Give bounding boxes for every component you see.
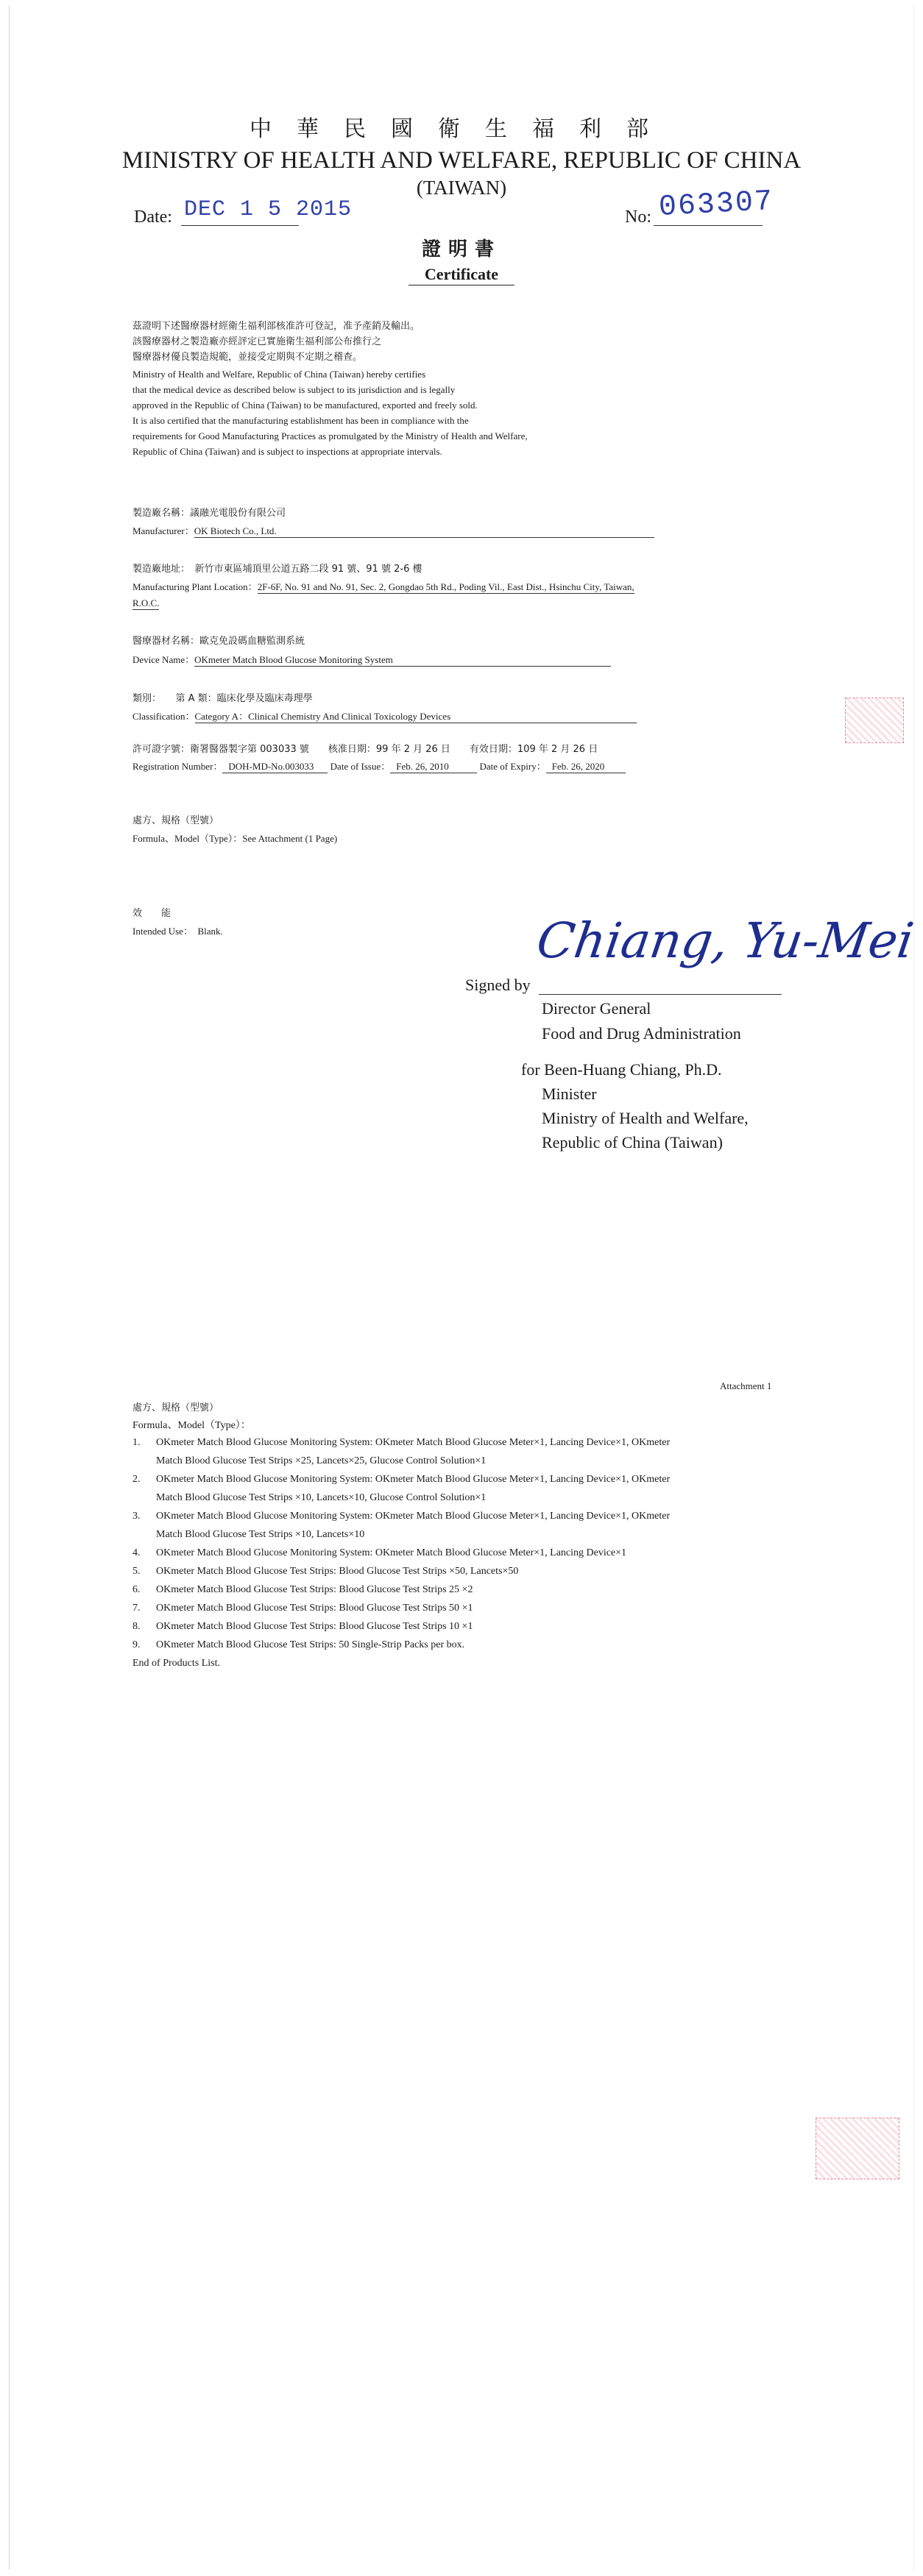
statement-zh-line: 茲證明下述醫療器材經衛生福利部核准許可登記，准予產銷及輸出。 (132, 321, 420, 332)
registration-row (132, 759, 626, 773)
certificate-title-text: Certificate (409, 265, 514, 285)
statement-zh-line: 醫療器材優良製造規範，並接受定期與不定期之稽查。 (132, 352, 363, 363)
item-number: 8. (132, 1621, 141, 1632)
registration-value: DOH-MD-No.003033 (222, 761, 328, 773)
statement-en-line: that the medical device as described below is subject to its jurisdiction and is legally (132, 384, 456, 395)
certificate-title-zh: 證明書 (421, 238, 501, 260)
list-item (132, 1636, 670, 1654)
list-item (132, 1507, 670, 1544)
item-text: Match Blood Glucose Test Strips ×10, Lancets×10 (156, 1529, 365, 1540)
attachment-heading-zh: 處方、規格（型號） (132, 1402, 219, 1413)
end-of-list: End of Products List. (132, 1658, 220, 1669)
item-text: OKmeter Match Blood Glucose Monitoring System: OKmeter Match Blood Glucose Meter×1, Lancing Device×1 (156, 1547, 627, 1558)
ministry-title-en: MINISTRY OF HEALTH AND WELFARE, REPUBLIC OF CHINA (121, 147, 802, 174)
list-item (132, 1544, 670, 1562)
item-number: 3. (132, 1511, 141, 1522)
registration-label: Registration Number： (132, 761, 223, 772)
item-number: 2. (132, 1474, 141, 1485)
ministry-country: (TAIWAN) (416, 177, 507, 199)
no-label: No: (625, 207, 651, 227)
red-seal-stamp (845, 698, 904, 743)
device-name-row (132, 652, 611, 667)
list-item (132, 1617, 670, 1636)
signature-line (539, 994, 782, 995)
item-text: Match Blood Glucose Test Strips ×10, Lancets×10, Glucose Control Solution×1 (156, 1492, 487, 1503)
statement-en-line: Ministry of Health and Welfare, Republic of China (Taiwan) hereby certifies (132, 369, 426, 380)
classification-row (132, 709, 637, 723)
item-number: 7. (132, 1603, 141, 1614)
issue-date-label: Date of Issue： (330, 761, 391, 772)
intended-use-en: Intended Use： Blank. (132, 926, 223, 937)
classification-value: Category A：Clinical Chemistry And Clinical Toxicology Devices (195, 709, 637, 723)
statement-zh (132, 319, 420, 365)
plant-location-value-2: R.O.C. (132, 597, 160, 608)
device-name-value: OKmeter Match Blood Glucose Monitoring System (194, 654, 611, 667)
device-name-label: Device Name： (132, 654, 195, 665)
item-number: 5. (132, 1566, 141, 1577)
manufacturer-row (132, 523, 654, 538)
manufacturer-value: OK Biotech Co., Ltd. (194, 525, 654, 538)
statement-en-line: Republic of China (Taiwan) and is subject to inspections at appropriate intervals. (132, 446, 442, 457)
ministry-title-zh: 中華民國衛生福利部 (250, 116, 673, 142)
certificate-number: 063307 (657, 185, 775, 225)
ministry-line-1: Ministry of Health and Welfare, (542, 1109, 749, 1127)
manufacturer-zh: 製造廠名稱：議融光電股份有限公司 (132, 508, 286, 519)
statement-en (132, 366, 528, 459)
item-text: OKmeter Match Blood Glucose Test Strips: 50 Single-Strip Packs per box. (156, 1639, 465, 1650)
intended-use-zh: 效 能 (132, 908, 171, 919)
list-item (132, 1433, 670, 1470)
plant-location-label: Manufacturing Plant Location： (132, 581, 258, 592)
statement-en-line: It is also certified that the manufacturing establishment has been in compliance with the (132, 415, 469, 426)
on-behalf-line: for Been-Huang Chiang, Ph.D. (521, 1060, 722, 1079)
item-number: 6. (132, 1584, 141, 1595)
handwritten-signature: Chiang, Yu-Mei (533, 912, 917, 969)
signer-title-2: Food and Drug Administration (542, 1024, 741, 1043)
item-text: OKmeter Match Blood Glucose Test Strips: Blood Glucose Test Strips ×50, Lancets×50 (156, 1566, 519, 1577)
registration-zh: 許可證字號：衛署醫器製字第 003033 號 核准日期：99 年 2 月 26 日 有效日期：109 年 2 月 26 日 (132, 744, 598, 755)
item-number: 4. (132, 1547, 141, 1558)
date-underline (181, 225, 299, 226)
plant-location-row-2 (132, 597, 159, 610)
plant-location-row (132, 579, 634, 594)
red-seal-stamp (816, 2118, 899, 2179)
classification-label: Classification： (132, 711, 195, 722)
item-number: 1. (132, 1437, 141, 1448)
item-text: Match Blood Glucose Test Strips ×25, Lancets×25, Glucose Control Solution×1 (156, 1455, 487, 1466)
item-number: 9. (132, 1639, 141, 1650)
signed-by-label: Signed by (465, 976, 531, 994)
minister-title: Minister (542, 1085, 597, 1103)
item-text: OKmeter Match Blood Glucose Test Strips: Blood Glucose Test Strips 50 ×1 (156, 1603, 473, 1614)
formula-zh: 處方、規格（型號） (132, 815, 219, 826)
item-text: OKmeter Match Blood Glucose Test Strips: Blood Glucose Test Strips 25 ×2 (156, 1584, 473, 1595)
item-text: OKmeter Match Blood Glucose Monitoring System: OKmeter Match Blood Glucose Meter×1, Lancing Device×1, OKmeter (156, 1474, 671, 1485)
expiry-date-value: Feb. 26, 2020 (546, 761, 626, 773)
manufacturer-label: Manufacturer： (132, 525, 194, 536)
attachment-heading-en: Formula、Model（Type）： (132, 1420, 251, 1431)
no-underline (654, 225, 763, 226)
list-item (132, 1580, 670, 1599)
certificate-title-en (0, 265, 923, 285)
date-label: Date: (134, 207, 172, 227)
signer-title-1: Director General (542, 999, 651, 1018)
plant-location-value: 2F-6F, No. 91 and No. 91, Sec. 2, Gongdao 5th Rd., Poding Vil., East Dist., Hsinchu City, Taiwan, (257, 581, 634, 592)
date-stamp: DEC 1 5 2015 (184, 197, 353, 222)
product-list (132, 1433, 670, 1672)
expiry-date-label: Date of Expiry： (479, 761, 546, 772)
statement-zh-line: 該醫療器材之製造廠亦經評定已實施衛生福利部公布推行之 (132, 336, 382, 347)
list-item (132, 1562, 670, 1580)
device-name-zh: 醫療器材名稱：歐克免設碼血糖監測系統 (132, 636, 305, 647)
ministry-line-2: Republic of China (Taiwan) (542, 1133, 723, 1152)
statement-en-line: requirements for Good Manufacturing Practices as promulgated by the Ministry of Health and Welfare, (132, 430, 528, 441)
item-text: OKmeter Match Blood Glucose Test Strips: Blood Glucose Test Strips 10 ×1 (156, 1621, 473, 1632)
plant-location-zh: 製造廠地址： 新竹市東區埔頂里公道五路二段 91 號、91 號 2-6 樓 (132, 564, 422, 575)
classification-zh: 類別： 第 A 類：臨床化學及臨床毒理學 (132, 693, 313, 704)
list-item (132, 1599, 670, 1617)
issue-date-value: Feb. 26, 2010 (390, 761, 477, 773)
list-item (132, 1470, 670, 1507)
item-text: OKmeter Match Blood Glucose Monitoring System: OKmeter Match Blood Glucose Meter×1, Lancing Device×1, OKmeter (156, 1511, 671, 1522)
attachment-label: Attachment 1 (720, 1380, 772, 1391)
formula-en: Formula、Model（Type）：See Attachment (1 Page) (132, 833, 338, 844)
statement-en-line: approved in the Republic of China (Taiwan) to be manufactured, exported and freely sold. (132, 400, 478, 411)
item-text: OKmeter Match Blood Glucose Monitoring System: OKmeter Match Blood Glucose Meter×1, Lancing Device×1, OKmeter (156, 1437, 671, 1448)
